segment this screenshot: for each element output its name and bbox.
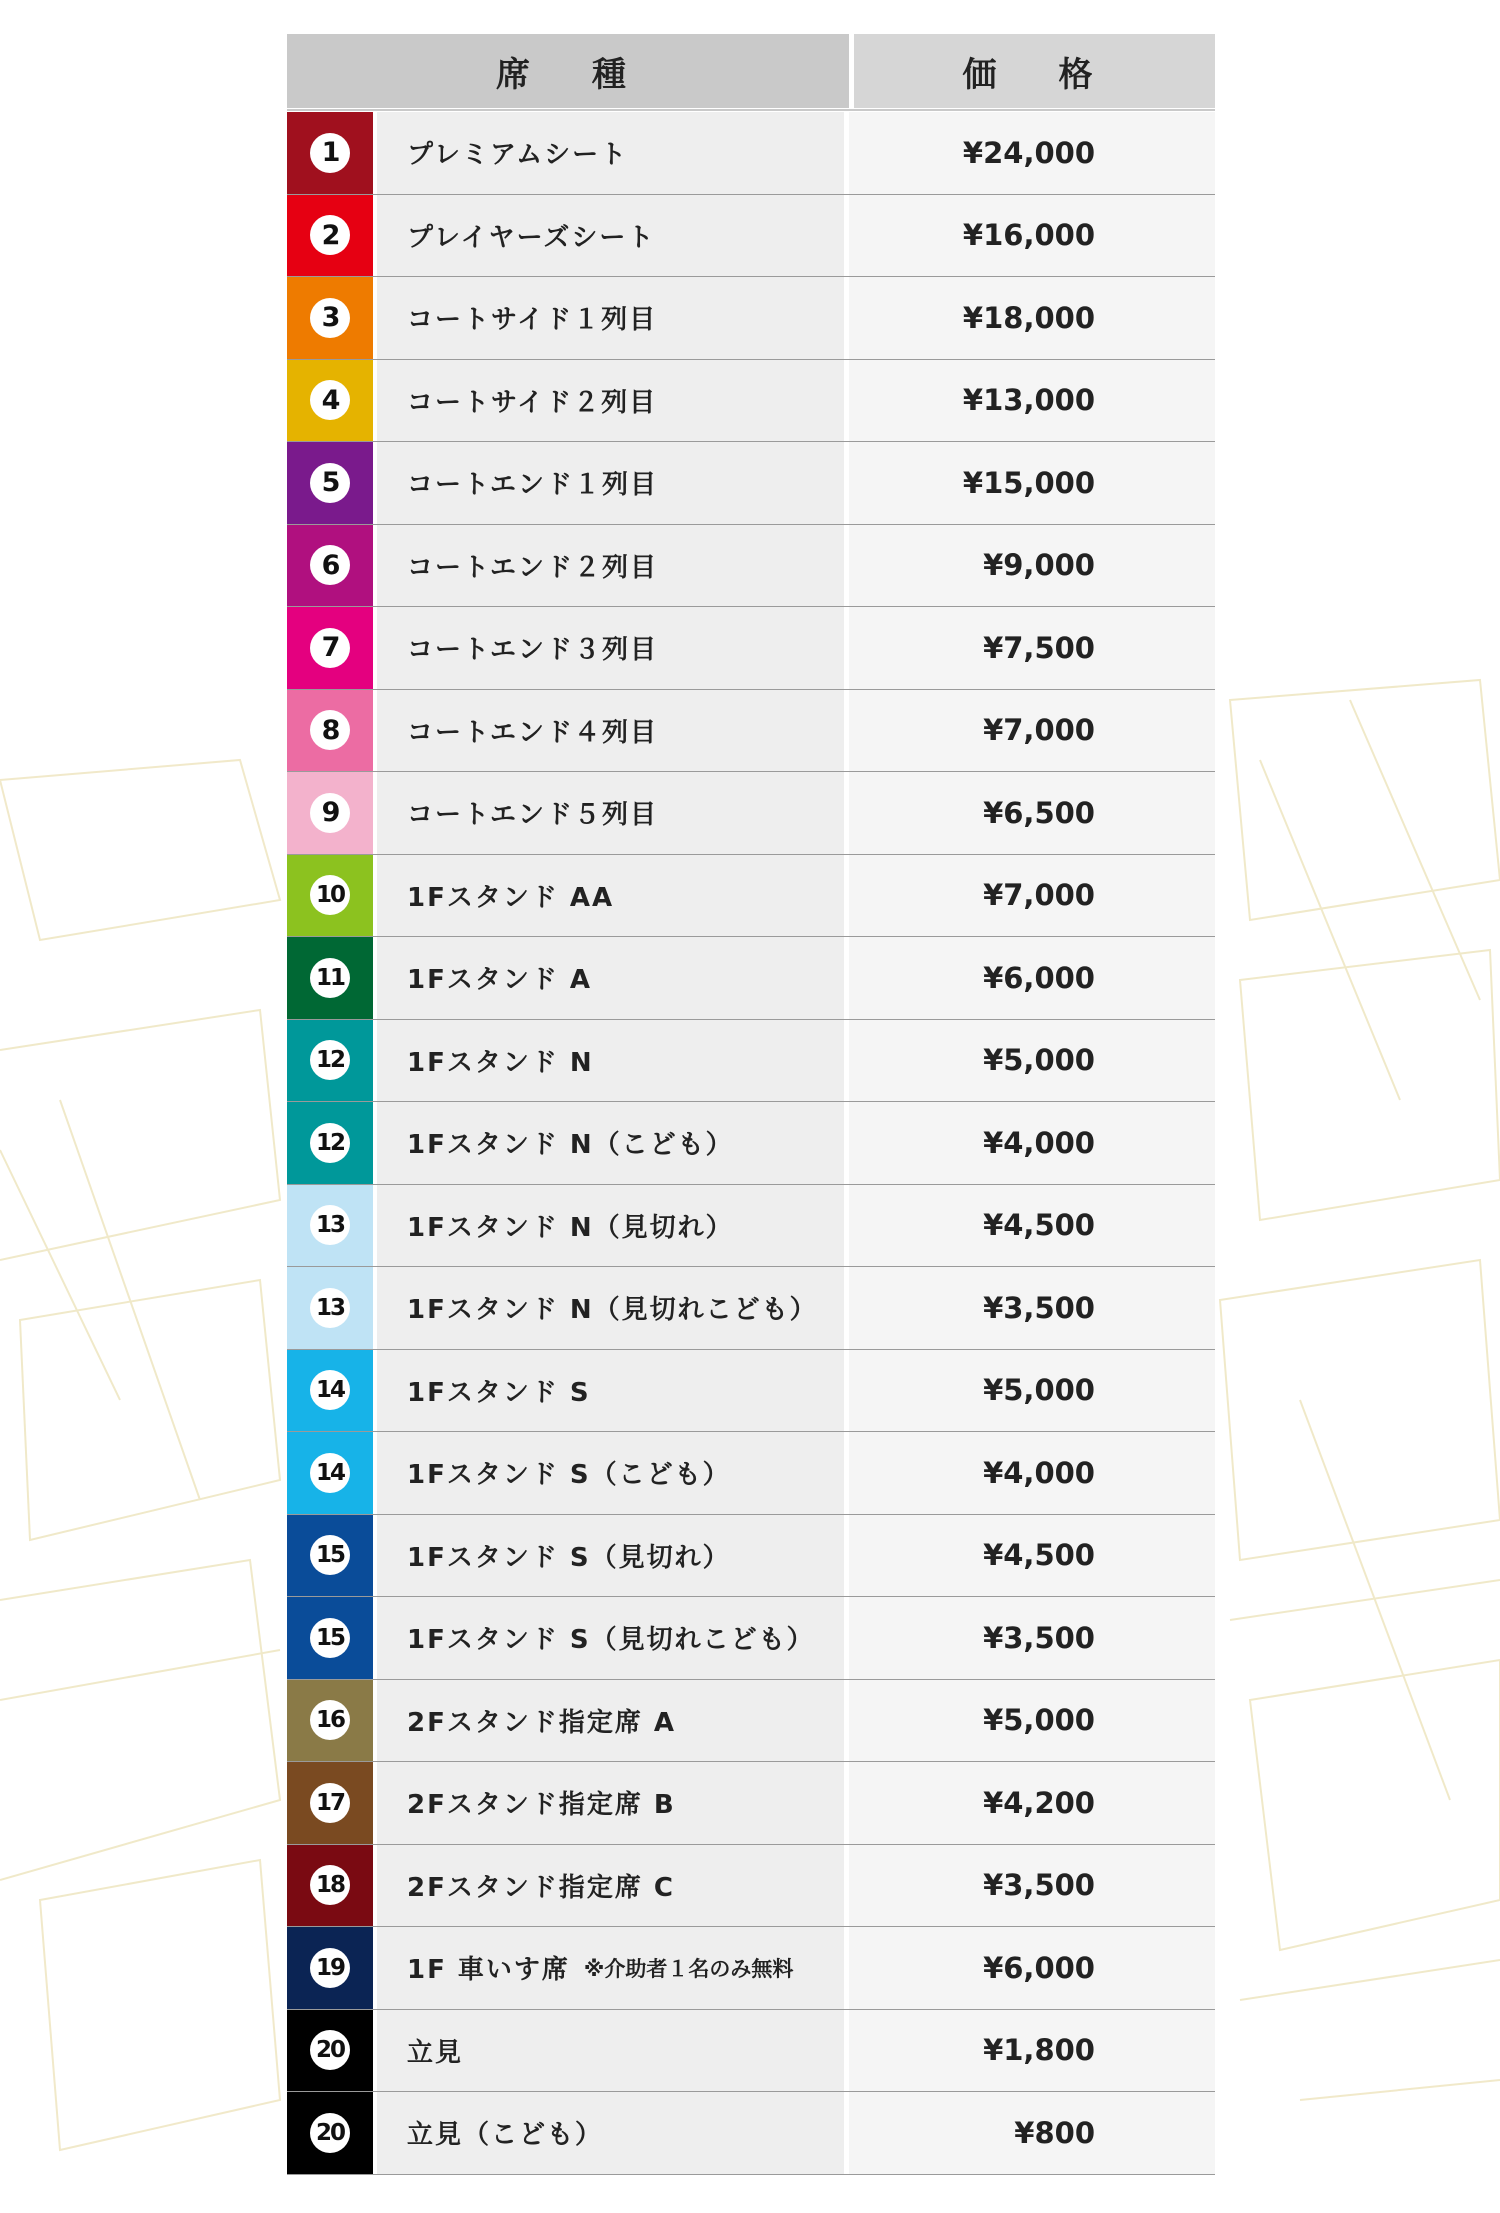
seat-number-badge: 6 — [310, 545, 350, 585]
seat-name: コートエンド４列目 — [407, 717, 658, 748]
seat-name: 1Fスタンド N（こども） — [407, 1130, 734, 1161]
seat-number-cell — [287, 1102, 377, 1184]
seat-name: 1Fスタンド N（見切れこども） — [407, 1295, 818, 1326]
seat-number-cell — [287, 442, 377, 524]
seat-price: ¥6,500 — [849, 772, 1215, 854]
seat-name-cell — [377, 1845, 849, 1927]
seat-name-cell — [377, 195, 849, 277]
seat-name-cell — [377, 1267, 849, 1349]
seat-number-badge: 20 — [310, 2030, 350, 2070]
table-row — [287, 1267, 1215, 1350]
seat-number-badge: 10 — [310, 875, 350, 915]
seat-price: ¥15,000 — [849, 442, 1215, 524]
seat-name-cell — [377, 1432, 849, 1514]
seat-name: コートエンド２列目 — [407, 552, 658, 583]
seat-number-badge: 13 — [310, 1205, 350, 1245]
seat-number-cell — [287, 277, 377, 359]
seat-number-badge: 12 — [310, 1040, 350, 1080]
seat-number-cell — [287, 690, 377, 772]
seat-number-badge: 15 — [310, 1618, 350, 1658]
seat-name-cell — [377, 607, 849, 689]
seat-number-badge: 8 — [310, 710, 350, 750]
seat-number-badge: 14 — [310, 1370, 350, 1410]
seat-number-cell — [287, 1597, 377, 1679]
seat-name-cell — [377, 525, 849, 607]
table-row — [287, 525, 1215, 608]
seat-name-cell — [377, 1350, 849, 1432]
seat-name-cell — [377, 2010, 849, 2092]
seat-name: 1Fスタンド S（見切れ） — [407, 1542, 731, 1573]
seat-number-badge: 17 — [310, 1783, 350, 1823]
seat-price: ¥4,200 — [849, 1762, 1215, 1844]
seat-price: ¥18,000 — [849, 277, 1215, 359]
seat-number-cell — [287, 1432, 377, 1514]
table-row — [287, 607, 1215, 690]
seat-number-badge: 15 — [310, 1535, 350, 1575]
table-row — [287, 1515, 1215, 1598]
seat-name: 1Fスタンド S（こども） — [407, 1460, 731, 1491]
price-header: 価 格 — [854, 34, 1215, 108]
seat-name-cell — [377, 1680, 849, 1762]
seat-name-cell — [377, 1185, 849, 1267]
table-row — [287, 1762, 1215, 1845]
seat-name-cell — [377, 360, 849, 442]
table-row — [287, 1020, 1215, 1103]
seat-price: ¥7,000 — [849, 690, 1215, 772]
seat-number-badge: 19 — [310, 1948, 350, 1988]
seat-name: コートサイド２列目 — [407, 387, 658, 418]
seat-number-cell — [287, 195, 377, 277]
table-row — [287, 855, 1215, 938]
seat-number-cell — [287, 112, 377, 194]
seat-name: 立見（こども） — [407, 2120, 604, 2151]
seat-price: ¥3,500 — [849, 1845, 1215, 1927]
seat-number-cell — [287, 360, 377, 442]
seat-number-cell — [287, 937, 377, 1019]
seat-name: 1Fスタンド AA — [407, 882, 615, 913]
table-row — [287, 690, 1215, 773]
seat-name-cell — [377, 2092, 849, 2174]
seat-name: コートエンド１列目 — [407, 470, 658, 501]
seat-price: ¥24,000 — [849, 112, 1215, 194]
table-row — [287, 937, 1215, 1020]
seat-number-badge: 18 — [310, 1865, 350, 1905]
seat-name: プレミアムシート — [407, 140, 629, 171]
seat-price-table — [287, 34, 1215, 2175]
table-row — [287, 1432, 1215, 1515]
seat-price: ¥4,500 — [849, 1515, 1215, 1597]
table-header — [287, 34, 1215, 112]
seat-name: コートサイド１列目 — [407, 305, 658, 336]
seat-note: ※介助者１名のみ無料 — [583, 1956, 794, 1981]
seat-price: ¥5,000 — [849, 1020, 1215, 1102]
seat-price: ¥6,000 — [849, 937, 1215, 1019]
seat-name: 1Fスタンド N（見切れ） — [407, 1212, 734, 1243]
seat-price: ¥9,000 — [849, 525, 1215, 607]
table-row — [287, 1845, 1215, 1928]
seat-price: ¥800 — [849, 2092, 1215, 2174]
seat-number-badge: 1 — [310, 133, 350, 173]
seat-number-badge: 14 — [310, 1453, 350, 1493]
seat-number-cell — [287, 1185, 377, 1267]
seat-number-badge: 9 — [310, 793, 350, 833]
seat-name-cell — [377, 772, 849, 854]
table-row — [287, 195, 1215, 278]
table-row — [287, 112, 1215, 195]
seat-name: 1Fスタンド S（見切れこども） — [407, 1625, 815, 1656]
seat-name-cell — [377, 1927, 849, 2009]
seat-name-cell — [377, 937, 849, 1019]
seat-number-cell — [287, 1350, 377, 1432]
seat-name: 立見 — [407, 2037, 464, 2068]
seat-name-cell — [377, 855, 849, 937]
seat-type-header: 席 種 — [287, 34, 854, 108]
seat-number-badge: 16 — [310, 1700, 350, 1740]
table-row — [287, 1680, 1215, 1763]
table-row — [287, 772, 1215, 855]
table-row — [287, 1597, 1215, 1680]
seat-price: ¥7,500 — [849, 607, 1215, 689]
table-row — [287, 1185, 1215, 1268]
seat-number-cell — [287, 1762, 377, 1844]
seat-name-cell — [377, 112, 849, 194]
seat-name-cell — [377, 1020, 849, 1102]
seat-price: ¥16,000 — [849, 195, 1215, 277]
seat-name-cell — [377, 1102, 849, 1184]
seat-name-cell — [377, 690, 849, 772]
seat-price: ¥5,000 — [849, 1680, 1215, 1762]
seat-name-cell — [377, 442, 849, 524]
table-row — [287, 277, 1215, 360]
table-row — [287, 360, 1215, 443]
seat-name-cell — [377, 1762, 849, 1844]
seat-number-badge: 7 — [310, 628, 350, 668]
table-row — [287, 1350, 1215, 1433]
seat-price: ¥3,500 — [849, 1267, 1215, 1349]
seat-number-cell — [287, 772, 377, 854]
seat-price: ¥6,000 — [849, 1927, 1215, 2009]
seat-number-cell — [287, 855, 377, 937]
seat-number-badge: 13 — [310, 1288, 350, 1328]
table-row — [287, 1927, 1215, 2010]
seat-name: プレイヤーズシート — [407, 222, 656, 253]
seat-number-badge: 20 — [310, 2113, 350, 2153]
seat-number-badge: 3 — [310, 298, 350, 338]
seat-name: コートエンド３列目 — [407, 635, 658, 666]
seat-name: 1Fスタンド A — [407, 965, 593, 996]
seat-number-cell — [287, 607, 377, 689]
seat-price: ¥4,000 — [849, 1102, 1215, 1184]
table-body — [287, 112, 1215, 2175]
seat-price: ¥5,000 — [849, 1350, 1215, 1432]
seat-name: 2Fスタンド指定席 B — [407, 1790, 676, 1821]
seat-price: ¥7,000 — [849, 855, 1215, 937]
table-row — [287, 442, 1215, 525]
seat-name: 1Fスタンド S — [407, 1377, 591, 1408]
seat-price: ¥4,500 — [849, 1185, 1215, 1267]
seat-name: 1Fスタンド N — [407, 1047, 594, 1078]
seat-number-cell — [287, 1927, 377, 2009]
seat-number-cell — [287, 1267, 377, 1349]
table-row — [287, 2010, 1215, 2093]
seat-number-cell — [287, 525, 377, 607]
seat-number-cell — [287, 1515, 377, 1597]
seat-name: コートエンド５列目 — [407, 800, 658, 831]
seat-name: 2Fスタンド指定席 A — [407, 1707, 677, 1738]
table-row — [287, 2092, 1215, 2175]
seat-name-cell — [377, 277, 849, 359]
seat-price: ¥3,500 — [849, 1597, 1215, 1679]
seat-number-cell — [287, 2010, 377, 2092]
table-row — [287, 1102, 1215, 1185]
seat-number-badge: 11 — [310, 958, 350, 998]
seat-name: 2Fスタンド指定席 C — [407, 1872, 675, 1903]
seat-number-cell — [287, 1680, 377, 1762]
seat-number-badge: 4 — [310, 380, 350, 420]
seat-price: ¥13,000 — [849, 360, 1215, 442]
seat-name-cell — [377, 1515, 849, 1597]
seat-name: 1F 車いす席 — [407, 1955, 570, 1986]
seat-price: ¥1,800 — [849, 2010, 1215, 2092]
seat-number-badge: 5 — [310, 463, 350, 503]
seat-price: ¥4,000 — [849, 1432, 1215, 1514]
seat-number-cell — [287, 2092, 377, 2174]
seat-name-cell — [377, 1597, 849, 1679]
seat-number-badge: 2 — [310, 215, 350, 255]
seat-number-cell — [287, 1845, 377, 1927]
seat-number-badge: 12 — [310, 1123, 350, 1163]
seat-number-cell — [287, 1020, 377, 1102]
